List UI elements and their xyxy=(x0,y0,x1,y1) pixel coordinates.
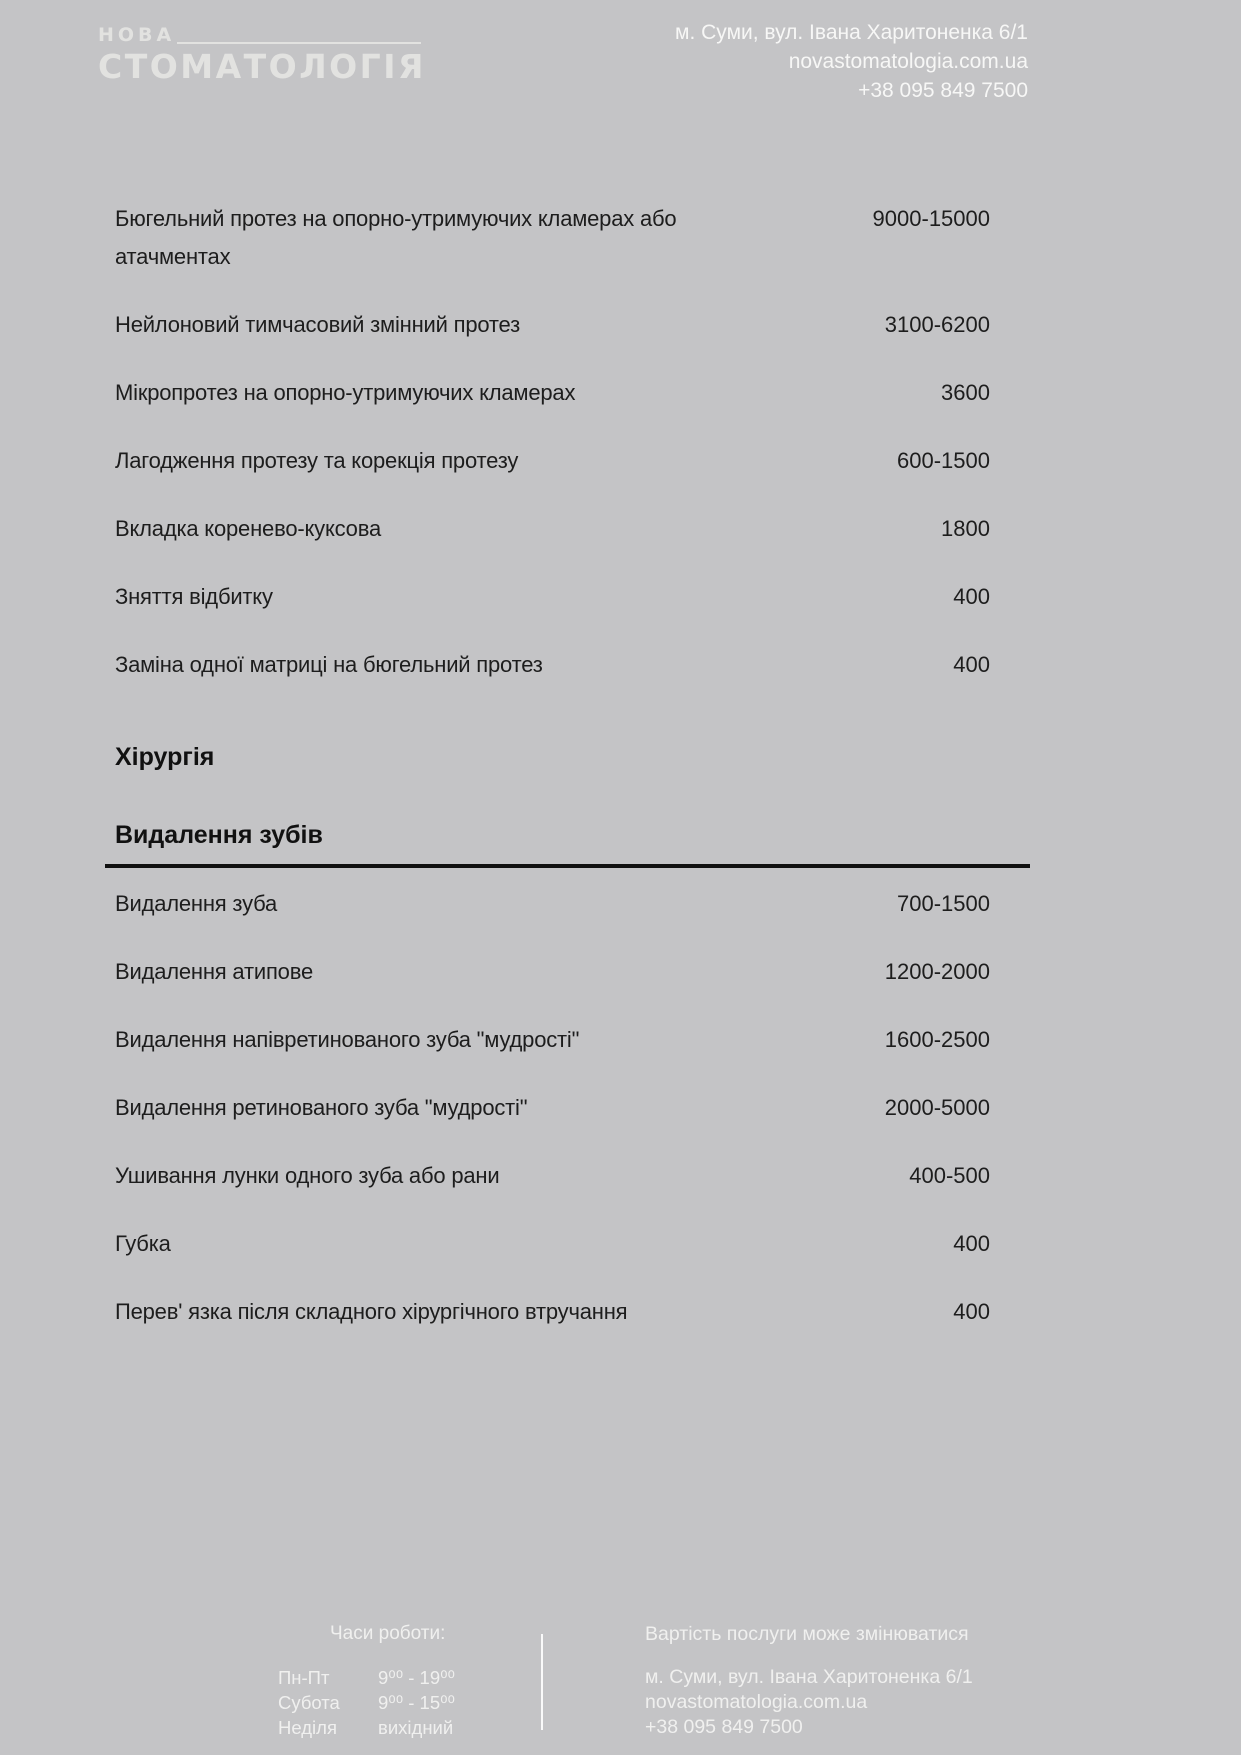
service-price: 400-500 xyxy=(909,1163,990,1188)
header-website: novastomatologia.com.ua xyxy=(788,50,1028,73)
section-divider-line xyxy=(105,864,1030,868)
price-list-content xyxy=(115,200,990,1361)
clinic-logo xyxy=(98,26,426,85)
price-row xyxy=(115,306,990,344)
price-row xyxy=(115,1293,990,1331)
service-price: 1800 xyxy=(941,516,990,541)
price-row xyxy=(115,442,990,480)
price-row xyxy=(115,374,990,412)
service-name: Вкладка коренево-куксова xyxy=(115,516,381,541)
price-change-note: Вартість послуги може змінюватися xyxy=(645,1623,969,1645)
service-name: Мікропротез на опорно-утримуючих кламерах xyxy=(115,380,576,405)
service-name: Видалення ретинованого зуба "мудрості" xyxy=(115,1095,528,1120)
service-name: Видалення атипове xyxy=(115,959,313,984)
service-price: 700-1500 xyxy=(897,891,990,916)
header-address: м. Суми, вул. Івана Харитоненка 6/1 xyxy=(675,21,1028,44)
service-price: 3100-6200 xyxy=(884,312,990,337)
working-hours-row xyxy=(278,1715,455,1740)
prosthetics-price-list xyxy=(115,200,990,684)
working-hours-time: 9⁰⁰ - 15⁰⁰ xyxy=(378,1692,455,1713)
service-name: Зняття відбитку xyxy=(115,584,273,609)
logo-rule xyxy=(177,42,421,44)
price-row xyxy=(115,953,990,991)
price-row xyxy=(115,200,990,276)
working-hours-row xyxy=(278,1690,455,1715)
footer-phone: +38 095 849 7500 xyxy=(645,1716,803,1738)
service-name: Лагодження протезу та корекція протезу xyxy=(115,448,519,473)
service-name: Видалення напівретинованого зуба "мудрості" xyxy=(115,1027,580,1052)
working-hours-row xyxy=(278,1665,455,1690)
footer-address-line: м. Суми, вул. Івана Харитоненка 6/1 xyxy=(645,1666,973,1688)
service-name: Бюгельний протез на опорно-утримуючих кламерах або атачментах xyxy=(115,206,677,269)
service-name: Перев' язка після складного хірургічного втручання xyxy=(115,1299,628,1324)
working-hours-table xyxy=(278,1665,455,1740)
service-price: 400 xyxy=(953,1299,990,1324)
footer-contact xyxy=(645,1665,973,1740)
service-price: 3600 xyxy=(941,380,990,405)
working-hours-day: Пн-Пт xyxy=(278,1667,330,1688)
price-row xyxy=(115,1225,990,1263)
price-row xyxy=(115,1089,990,1127)
price-row xyxy=(115,578,990,616)
header-phone: +38 095 849 7500 xyxy=(858,79,1028,102)
service-name: Ушивання лунки одного зуба або рани xyxy=(115,1163,500,1188)
page-footer xyxy=(0,1612,1241,1755)
service-price: 400 xyxy=(953,1231,990,1256)
service-name: Заміна одної матриці на бюгельний протез xyxy=(115,652,543,677)
subsection-title-tooth-extraction: Видалення зубів xyxy=(115,821,323,849)
header-contact xyxy=(675,18,1028,105)
price-row xyxy=(115,646,990,684)
service-price: 2000-5000 xyxy=(884,1095,990,1120)
service-name: Губка xyxy=(115,1231,171,1256)
service-price: 1200-2000 xyxy=(884,959,990,984)
logo-nova-text: НОВА xyxy=(98,24,176,46)
working-hours-time: 9⁰⁰ - 19⁰⁰ xyxy=(378,1667,455,1688)
logo-stomatologia-text: СТОМАТОЛОГІЯ xyxy=(98,47,426,86)
working-hours-day: Субота xyxy=(278,1692,340,1713)
service-price: 1600-2500 xyxy=(884,1027,990,1052)
price-row xyxy=(115,885,990,923)
service-price: 400 xyxy=(953,584,990,609)
working-hours-day: Неділя xyxy=(278,1717,337,1738)
logo-top-row xyxy=(98,26,426,45)
working-hours-time: вихідний xyxy=(378,1717,454,1738)
price-row xyxy=(115,510,990,548)
service-price: 400 xyxy=(953,652,990,677)
footer-website: novastomatologia.com.ua xyxy=(645,1691,868,1713)
section-title-surgery: Хірургія xyxy=(115,743,215,771)
service-name: Видалення зуба xyxy=(115,891,278,916)
working-hours-title: Часи роботи: xyxy=(330,1623,446,1644)
price-row xyxy=(115,1157,990,1195)
service-price: 600-1500 xyxy=(897,448,990,473)
service-name: Нейлоновий тимчасовий змінний протез xyxy=(115,312,520,337)
price-row xyxy=(115,1021,990,1059)
service-price: 9000-15000 xyxy=(872,206,990,231)
surgery-price-list xyxy=(115,885,990,1331)
footer-vertical-divider xyxy=(541,1634,543,1730)
